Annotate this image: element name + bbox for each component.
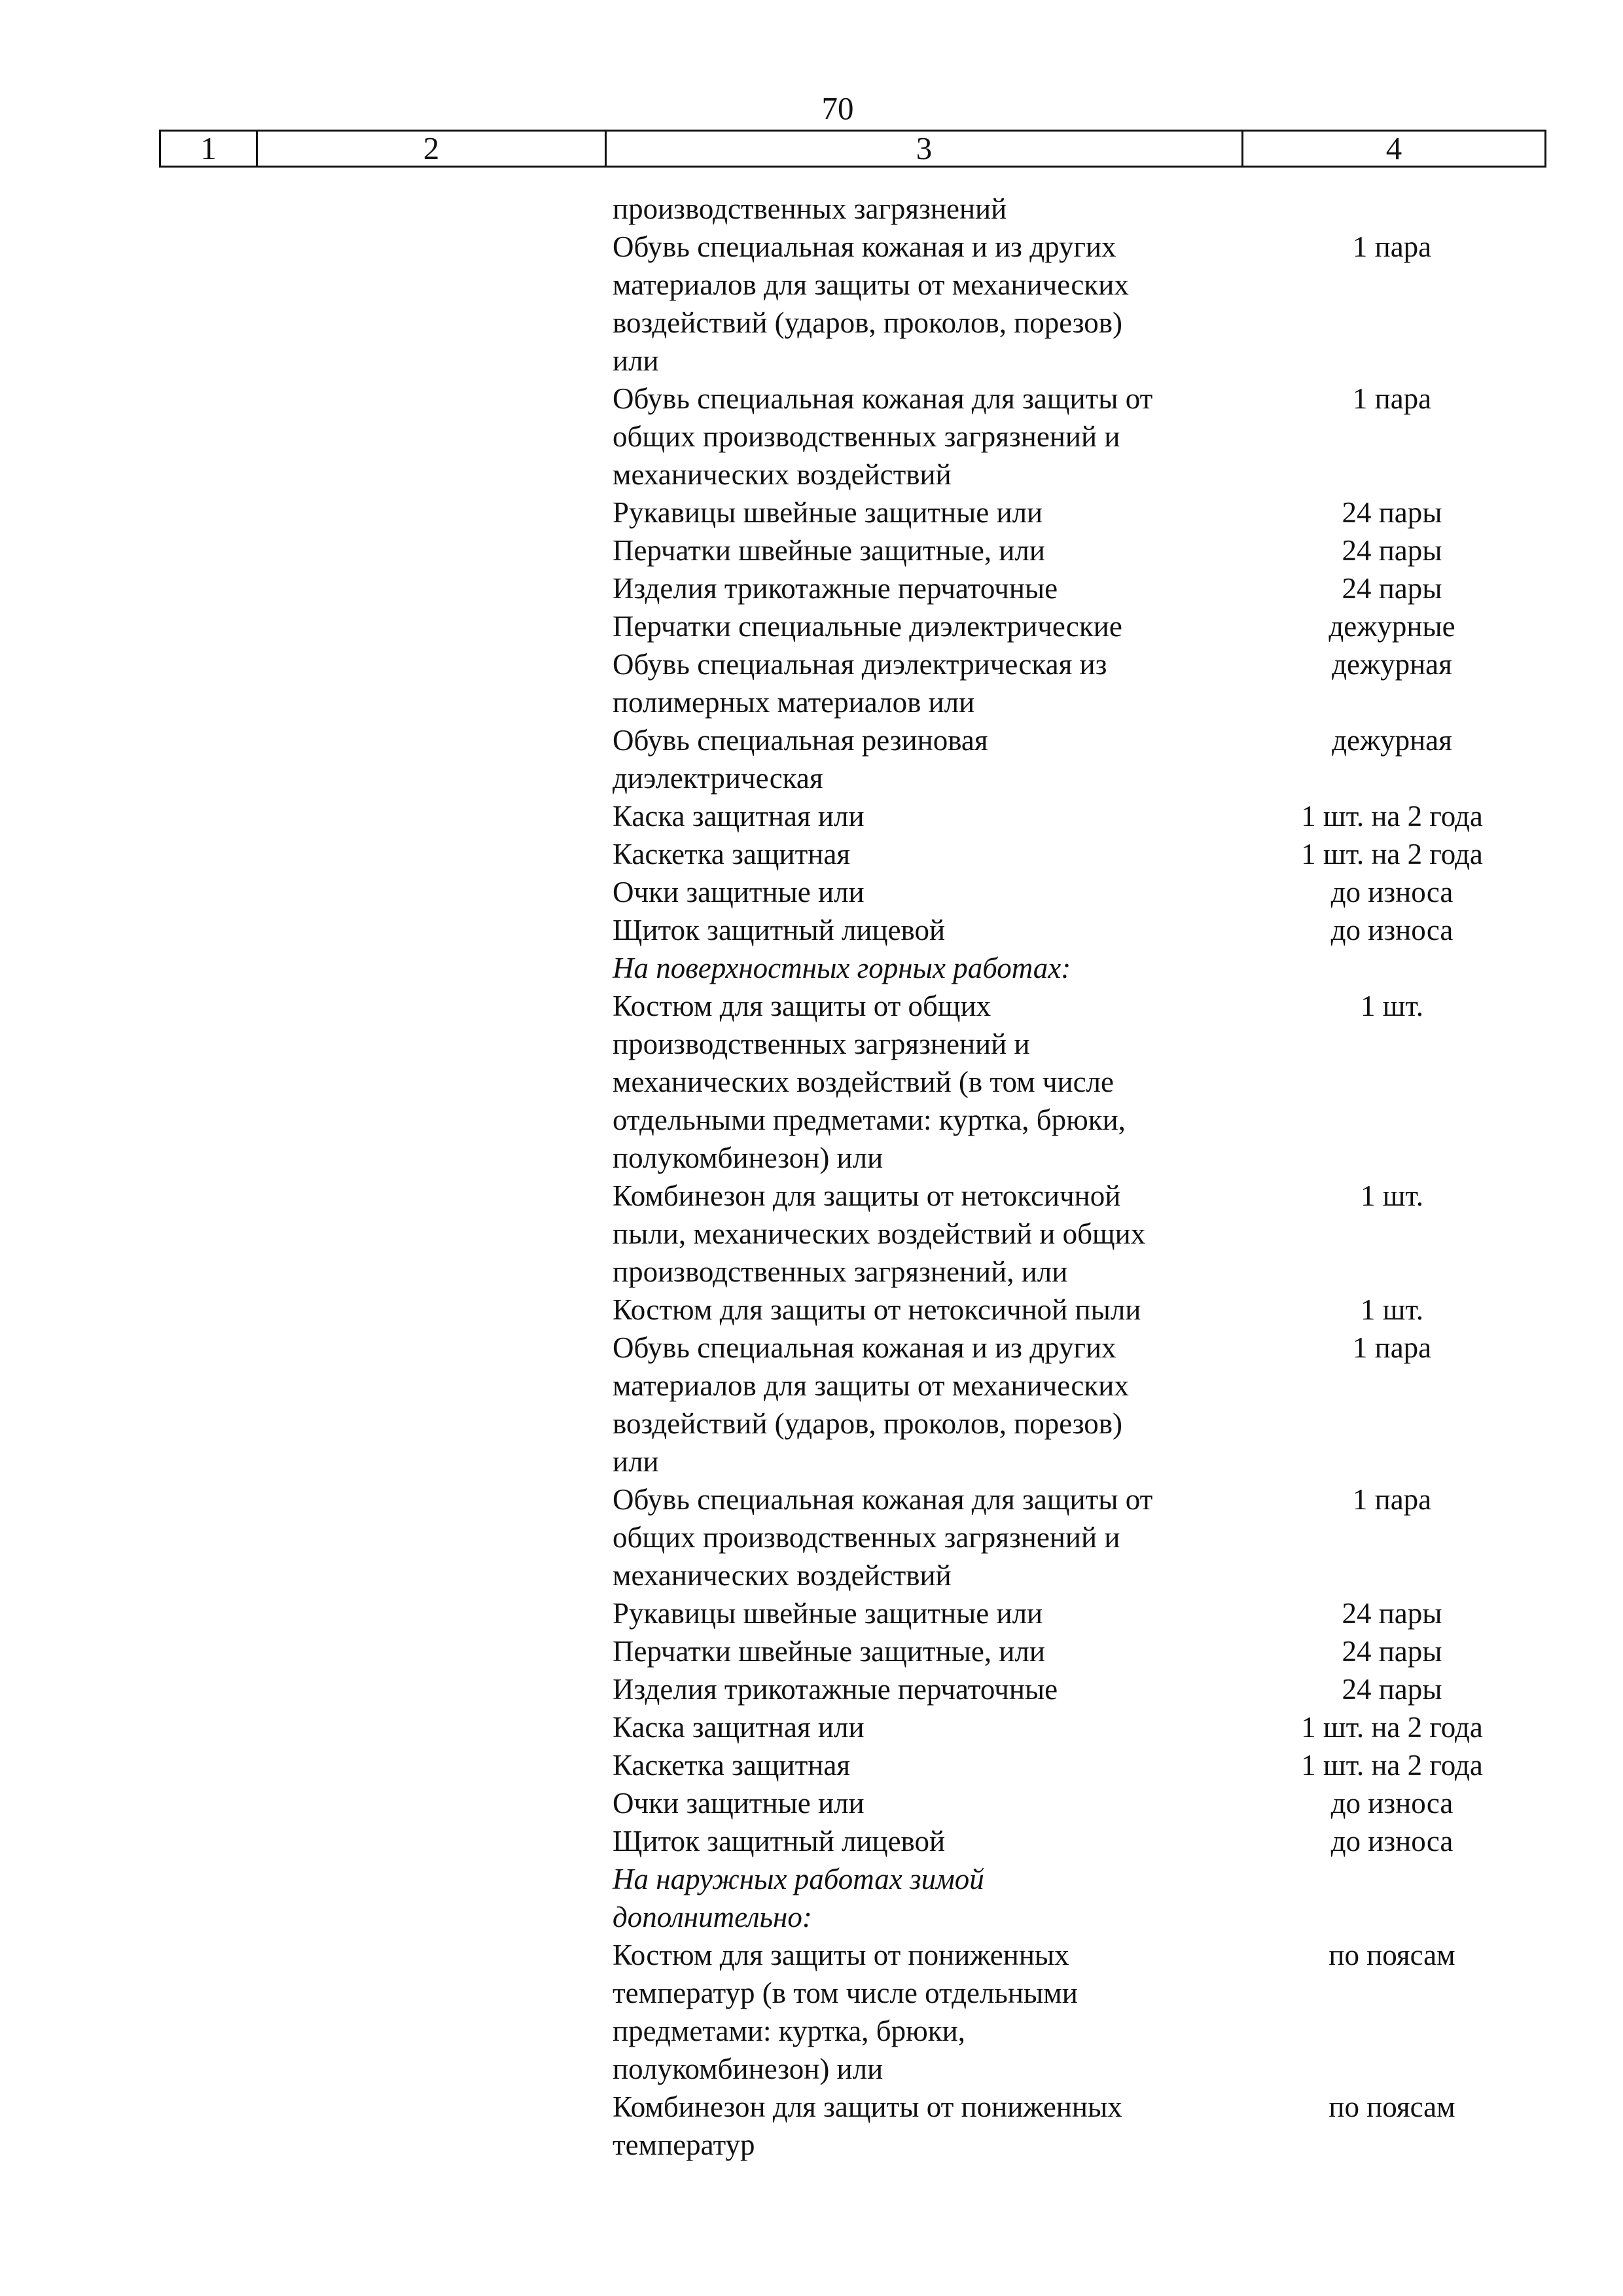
item-description-line: отдельными предметами: куртка, брюки, bbox=[613, 1103, 1126, 1136]
table-row bbox=[613, 190, 1548, 228]
table-row bbox=[613, 987, 1548, 1177]
item-description-line: производственных загрязнений и bbox=[613, 1028, 1030, 1060]
item-norm bbox=[1241, 949, 1543, 987]
item-norm: 1 шт. bbox=[1361, 990, 1423, 1022]
item-description-line: или bbox=[613, 344, 659, 377]
item-description-line: производственных загрязнений, или bbox=[613, 1255, 1068, 1288]
item-description-line: Обувь специальная диэлектрическая из bbox=[613, 648, 1107, 681]
item-description-line: механических воздействий (в том числе bbox=[613, 1066, 1114, 1098]
item-description-line: Перчатки швейные защитные, или bbox=[613, 534, 1045, 567]
item-description bbox=[613, 1670, 1241, 1708]
table-row bbox=[613, 873, 1548, 911]
header-column-1: 1 bbox=[161, 132, 258, 166]
item-description-line: Костюм для защиты от нетоксичной пыли bbox=[613, 1293, 1141, 1326]
page-number: 70 bbox=[821, 90, 854, 126]
item-description-line: На поверхностных горных работах: bbox=[613, 952, 1071, 984]
item-description bbox=[613, 228, 1241, 380]
table-row bbox=[613, 493, 1548, 531]
table-row bbox=[613, 1480, 1548, 1594]
item-description bbox=[613, 645, 1241, 721]
item-description-line: воздействий (ударов, проколов, порезов) bbox=[613, 1407, 1123, 1440]
item-description-line: Каскетка защитная bbox=[613, 838, 851, 870]
item-description bbox=[613, 873, 1241, 911]
item-norm: 24 пары bbox=[1342, 496, 1442, 529]
item-description-line: Щиток защитный лицевой bbox=[613, 914, 946, 946]
item-norm: 1 шт. bbox=[1361, 1179, 1423, 1212]
table-row bbox=[613, 1594, 1548, 1632]
item-norm: 1 пара bbox=[1352, 382, 1432, 415]
item-norm: 24 пары bbox=[1342, 1597, 1442, 1630]
table-row bbox=[613, 645, 1548, 721]
item-description-line: Очки защитные или bbox=[613, 876, 865, 908]
item-description-line: температур bbox=[613, 2128, 755, 2161]
table-row bbox=[613, 1632, 1548, 1670]
item-description-line: полукомбинезон) или bbox=[613, 1141, 883, 1174]
item-description bbox=[613, 835, 1241, 873]
table-row bbox=[613, 607, 1548, 645]
item-norm: до износа bbox=[1330, 876, 1454, 908]
item-norm: дежурная bbox=[1332, 724, 1452, 757]
table-row bbox=[613, 1746, 1548, 1784]
item-description bbox=[613, 1746, 1241, 1784]
item-description-line: Комбинезон для защиты от пониженных bbox=[613, 2090, 1122, 2123]
table-row bbox=[613, 835, 1548, 873]
item-description-line: Изделия трикотажные перчаточные bbox=[613, 572, 1058, 605]
item-description-line: Обувь специальная кожаная для защиты от bbox=[613, 382, 1153, 415]
table-row bbox=[613, 721, 1548, 797]
item-description bbox=[613, 721, 1241, 797]
item-description bbox=[613, 1860, 1241, 1936]
item-description bbox=[613, 797, 1241, 835]
item-norm: 24 пары bbox=[1342, 534, 1442, 567]
item-description-line: механических воздействий bbox=[613, 458, 952, 491]
table-row bbox=[613, 1670, 1548, 1708]
item-description bbox=[613, 987, 1241, 1177]
item-description-line: Обувь специальная кожаная и из других bbox=[613, 230, 1116, 263]
item-description-line: Обувь специальная кожаная для защиты от bbox=[613, 1483, 1153, 1516]
item-norm: до износа bbox=[1330, 1825, 1454, 1857]
table-row bbox=[613, 797, 1548, 835]
item-description-line: Очки защитные или bbox=[613, 1787, 865, 1820]
item-description bbox=[613, 531, 1241, 569]
item-description-line: материалов для защиты от механических bbox=[613, 268, 1129, 301]
table-header bbox=[159, 130, 1546, 168]
table-row bbox=[613, 1936, 1548, 2088]
section-heading-row bbox=[613, 1860, 1548, 1936]
item-norm: по поясам bbox=[1329, 1939, 1455, 1971]
item-description-line: Перчатки швейные защитные, или bbox=[613, 1635, 1045, 1668]
item-description bbox=[613, 911, 1241, 949]
item-norm: дежурная bbox=[1332, 648, 1452, 681]
item-norm: 24 пары bbox=[1342, 1635, 1442, 1668]
item-description-line: Костюм для защиты от пониженных bbox=[613, 1939, 1069, 1971]
table-row bbox=[613, 1784, 1548, 1822]
table-row bbox=[613, 911, 1548, 949]
item-description-line: механических воздействий bbox=[613, 1559, 952, 1592]
item-description bbox=[613, 607, 1241, 645]
item-description bbox=[613, 569, 1241, 607]
table-row bbox=[613, 2088, 1548, 2164]
item-norm: 24 пары bbox=[1342, 572, 1442, 605]
item-description-line: материалов для защиты от механических bbox=[613, 1369, 1129, 1402]
item-description bbox=[613, 2088, 1241, 2164]
item-description-line: Каскетка защитная bbox=[613, 1749, 851, 1782]
item-norm: дежурные bbox=[1329, 610, 1455, 643]
item-description bbox=[613, 190, 1241, 228]
item-norm: 1 шт. на 2 года bbox=[1301, 1749, 1483, 1782]
item-description bbox=[613, 1329, 1241, 1480]
item-description-line: предметами: куртка, брюки, bbox=[613, 2015, 965, 2047]
item-description bbox=[613, 1480, 1241, 1594]
item-description-line: Обувь специальная резиновая bbox=[613, 724, 988, 757]
item-norm: до износа bbox=[1330, 1787, 1454, 1820]
item-description-line: На наружных работах зимой bbox=[613, 1863, 984, 1895]
item-norm: 1 шт. bbox=[1361, 1293, 1423, 1326]
table-row bbox=[613, 228, 1548, 380]
table-row bbox=[613, 531, 1548, 569]
item-norm: до износа bbox=[1330, 914, 1454, 946]
item-description bbox=[613, 1708, 1241, 1746]
item-norm: 1 шт. на 2 года bbox=[1301, 800, 1483, 833]
section-heading-row bbox=[613, 949, 1548, 987]
table-row bbox=[613, 1822, 1548, 1860]
item-norm: по поясам bbox=[1329, 2090, 1455, 2123]
table-row bbox=[613, 380, 1548, 493]
item-description bbox=[613, 1822, 1241, 1860]
item-norm: 1 пара bbox=[1352, 1483, 1432, 1516]
item-description bbox=[613, 380, 1241, 493]
item-description-line: дополнительно: bbox=[613, 1901, 812, 1933]
item-description-line: общих производственных загрязнений и bbox=[613, 1521, 1120, 1554]
item-description-line: Костюм для защиты от общих bbox=[613, 990, 991, 1022]
item-description-line: Комбинезон для защиты от нетоксичной bbox=[613, 1179, 1121, 1212]
item-description bbox=[613, 493, 1241, 531]
item-norm: 1 шт. на 2 года bbox=[1301, 838, 1483, 870]
item-description bbox=[613, 1784, 1241, 1822]
item-description-line: диэлектрическая bbox=[613, 762, 823, 795]
item-description-line: воздействий (ударов, проколов, порезов) bbox=[613, 306, 1123, 339]
item-description bbox=[613, 1936, 1241, 2088]
item-norm: 1 пара bbox=[1352, 230, 1432, 263]
table-row bbox=[613, 1708, 1548, 1746]
item-norm bbox=[1241, 190, 1543, 228]
item-description-line: пыли, механических воздействий и общих bbox=[613, 1217, 1146, 1250]
item-description-line: Обувь специальная кожаная и из других bbox=[613, 1331, 1116, 1364]
table-row bbox=[613, 1329, 1548, 1480]
item-description-line: Рукавицы швейные защитные или bbox=[613, 1597, 1043, 1630]
item-description-line: полукомбинезон) или bbox=[613, 2053, 883, 2085]
header-column-4: 4 bbox=[1385, 130, 1402, 166]
item-norm bbox=[1241, 1860, 1543, 1936]
item-description bbox=[613, 1291, 1241, 1329]
item-description-line: полимерных материалов или bbox=[613, 686, 975, 719]
item-norm: 24 пары bbox=[1342, 1673, 1442, 1706]
table-row bbox=[613, 1177, 1548, 1291]
item-description-line: общих производственных загрязнений и bbox=[613, 420, 1120, 453]
item-description-line: температур (в том числе отдельными bbox=[613, 1977, 1078, 2009]
table-body bbox=[613, 190, 1548, 2164]
item-description bbox=[613, 949, 1241, 987]
table-row bbox=[613, 1291, 1548, 1329]
header-column-3: 3 bbox=[607, 132, 1243, 166]
item-description bbox=[613, 1632, 1241, 1670]
item-description-line: производственных загрязнений bbox=[613, 192, 1007, 225]
table-row bbox=[613, 569, 1548, 607]
item-description-line: или bbox=[613, 1445, 659, 1478]
item-description-line: Каска защитная или bbox=[613, 1711, 865, 1744]
header-column-2: 2 bbox=[258, 132, 607, 166]
item-description bbox=[613, 1177, 1241, 1291]
item-description-line: Рукавицы швейные защитные или bbox=[613, 496, 1043, 529]
item-norm: 1 пара bbox=[1352, 1331, 1432, 1364]
item-description bbox=[613, 1594, 1241, 1632]
item-description-line: Перчатки специальные диэлектрические bbox=[613, 610, 1122, 643]
item-description-line: Щиток защитный лицевой bbox=[613, 1825, 946, 1857]
item-norm: 1 шт. на 2 года bbox=[1301, 1711, 1483, 1744]
item-description-line: Изделия трикотажные перчаточные bbox=[613, 1673, 1058, 1706]
item-description-line: Каска защитная или bbox=[613, 800, 865, 833]
